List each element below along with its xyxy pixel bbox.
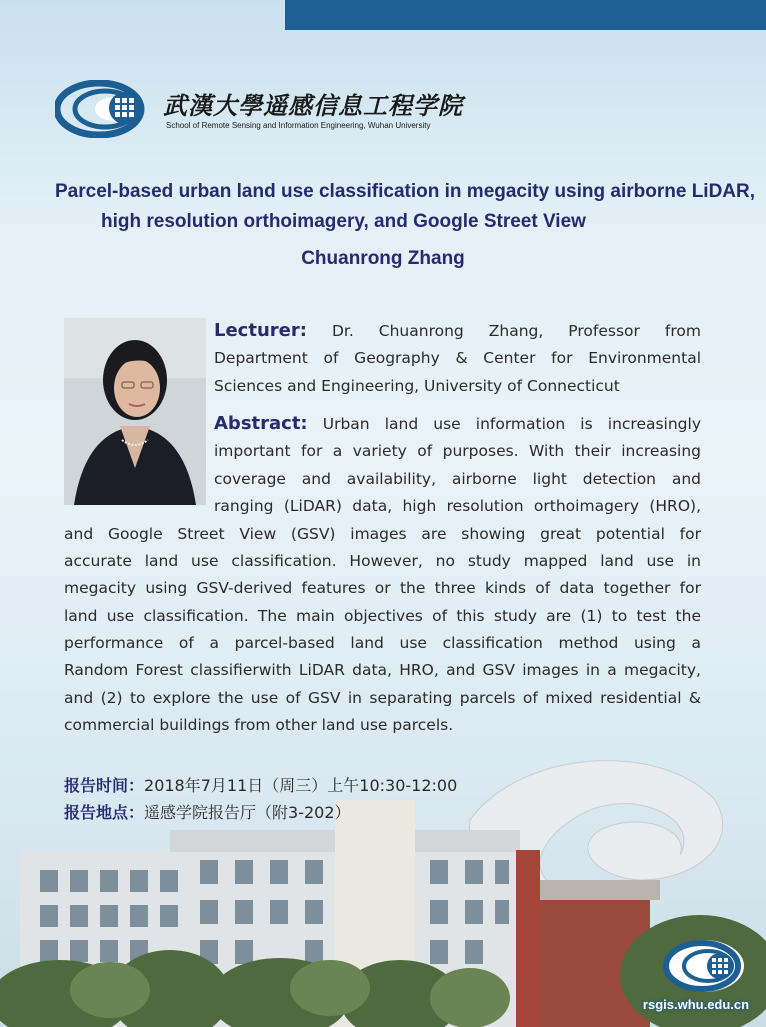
- lecturer-block: [214, 317, 701, 400]
- time-label: 报告时间：: [64, 776, 145, 795]
- top-banner-bar: [285, 0, 766, 30]
- lecturer-line: Sciences and Engineering, University of Connecticut: [214, 376, 620, 395]
- place-label: 报告地点：: [64, 803, 145, 822]
- abstract-line: megacity using GSV-derived features or the three kinds of data together for: [64, 579, 701, 597]
- school-name-cn: 武漢大學遥感信息工程学院: [163, 91, 463, 120]
- abstract-side-block: [214, 410, 701, 520]
- place-value: 遥感学院报告厅（附3-202）: [144, 803, 351, 822]
- abstract-line: commercial buildings from other land use parcels.: [64, 716, 454, 734]
- abstract-line: performance of a parcel-based land use classification method using a: [64, 634, 701, 652]
- abstract-line: and Google Street View (GSV) images are showing great potential for: [64, 525, 701, 543]
- abstract-line: coverage and availability, airborne light detection and: [214, 469, 701, 488]
- speaker-photo: [64, 318, 206, 505]
- abstract-line: Abstract: Urban land use information is increasingly: [214, 413, 702, 434]
- talk-time: [64, 773, 457, 796]
- abstract-line: ranging (LiDAR) data, high resolution orthoimagery (HRO),: [214, 496, 701, 515]
- abstract-line: accurate land use classification. However, no study mapped land use in: [64, 552, 701, 570]
- speaker-name: Chuanrong Zhang: [301, 248, 465, 269]
- talk-title-line-1: Parcel-based urban land use classification in megacity using airborne LiDAR,: [55, 181, 756, 202]
- abstract-line: and (2) to explore the use of GSV in separating parcels of mixed residential &: [64, 689, 701, 707]
- school-logo-icon: [55, 80, 155, 138]
- lecturer-label: Lecturer:: [214, 320, 307, 341]
- talk-place: [64, 800, 351, 823]
- lecturer-line: Department of Geography & Center for Environmental: [214, 349, 701, 368]
- footer-logo-icon: [662, 938, 746, 994]
- talk-title-line-2: high resolution orthoimagery, and Google Street View: [101, 211, 586, 232]
- lecturer-line: Lecturer: Dr. Chuanrong Zhang, Professor from: [214, 320, 701, 341]
- abstract-label: Abstract:: [214, 413, 308, 434]
- school-name-en: School of Remote Sensing and Information Engineering, Wuhan University: [166, 121, 431, 130]
- abstract-line: land use classification. The main objectives of this study are (1) to test the: [64, 607, 701, 625]
- website-url[interactable]: rsgis.whu.edu.cn: [642, 997, 750, 1012]
- time-value: 2018年7月11日（周三）上午10:30-12:00: [144, 776, 458, 795]
- abstract-line: Random Forest classifierwith LiDAR data, HRO, and GSV images in a megacity,: [64, 661, 701, 679]
- abstract-line: important for a variety of purposes. With their increasing: [214, 442, 701, 461]
